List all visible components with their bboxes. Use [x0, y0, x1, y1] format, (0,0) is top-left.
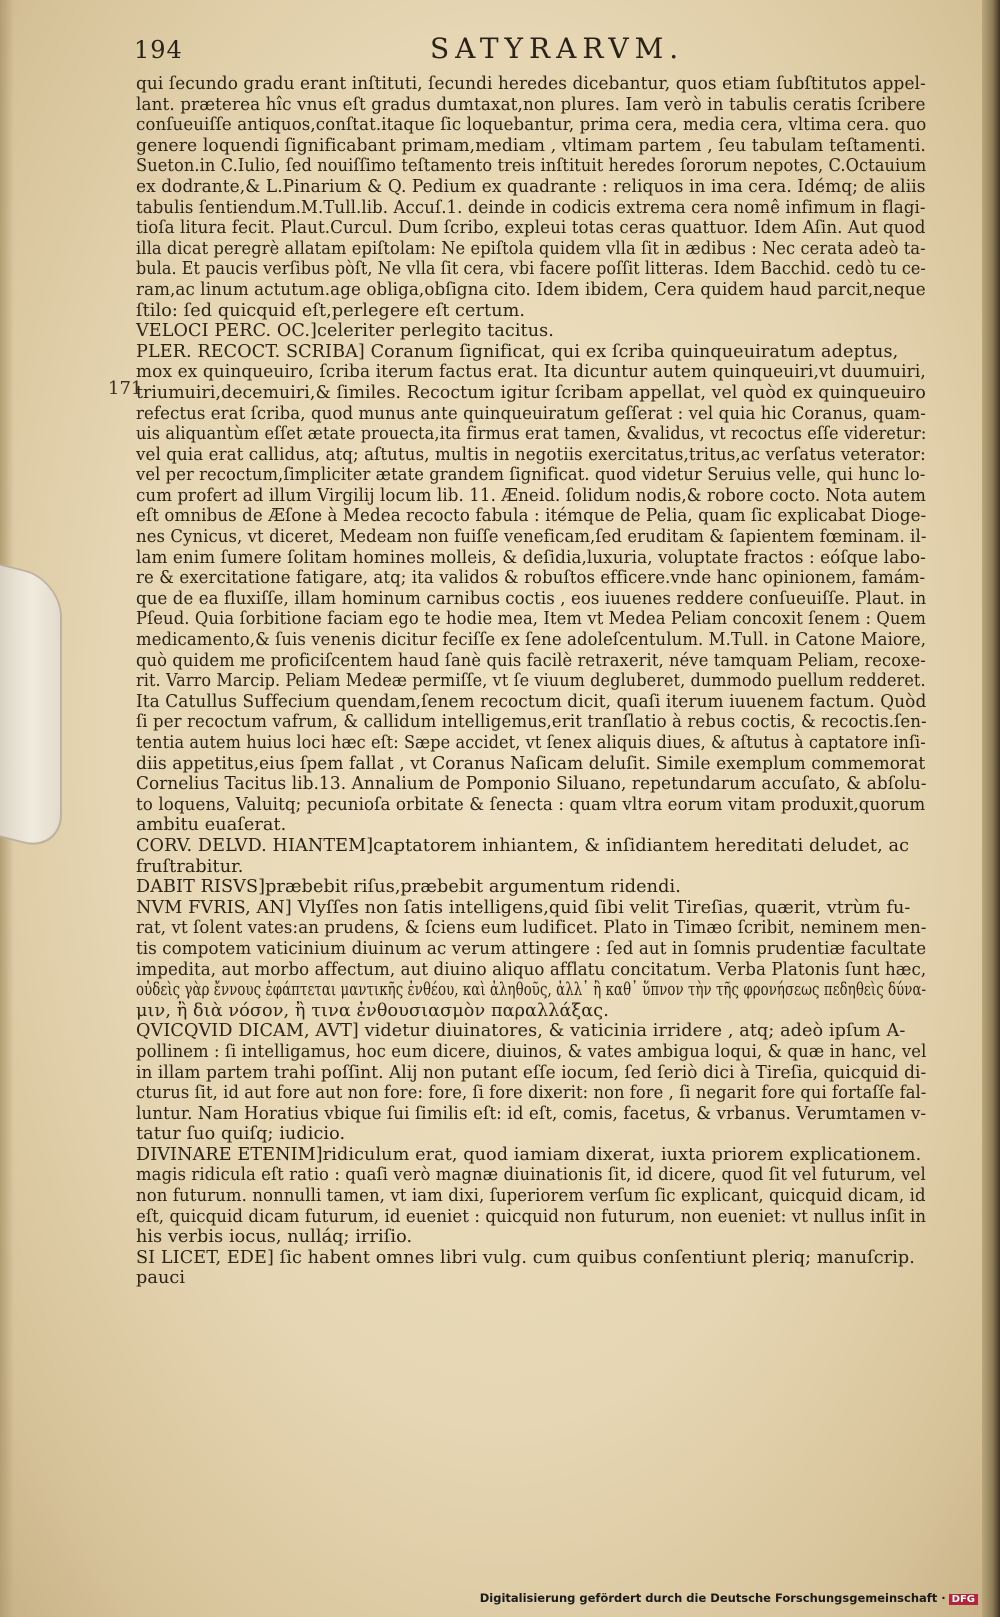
- digitization-credit: [480, 1591, 978, 1605]
- text-line: ſi per recoctum vafrum, & callidum intelligemus,erit tranſlatio à rebus coctis, & recoctis.ſen-: [136, 712, 927, 733]
- text-line: PLER. RECOCT. SCRIBA] Coranum ſignificat, qui ex ſcriba quinqueuiratum adeptus,: [136, 341, 899, 362]
- text-line: Pſeud. Quia ſorbitione faciam ego te hodie mea, Item vt Medea Peliam concoxit ſenem : Quem: [136, 609, 926, 630]
- text-line: in illam partem trahi poſſint. Alij non putant eſſe iocum, ſed ſeriò dici à Tireſia, quicquid di-: [136, 1062, 927, 1083]
- text-line: lam enim ſumere ſolitam homines molleis, & deſidia,luxuria, voluptate fractos : eóſque labo-: [136, 547, 926, 568]
- text-line: mox ex quinqueuiro, ſcriba iterum factus erat. Ita dicuntur autem quinqueuiri,vt duumuiri,: [136, 362, 926, 383]
- text-line: DIVINARE ETENIM]ridiculum erat, quod iamiam dixerat, iuxta priorem explicationem.: [136, 1144, 922, 1165]
- text-line: rat, vt ſolent vates:an prudens, & ſciens eum ludificet. Plato in Timæo ſcribit, neminem men-: [136, 918, 927, 939]
- text-line: Sueton.in C.Iulio, ſed nouiſſimo teſtamento treis inſtituit heredes ſororum nepotes, C.Octauium: [136, 156, 927, 177]
- text-line: cum profert ad illum Virgilij locum lib. 11. Æneid. ſolidum nodis,& robore cocto. Nota autem: [136, 485, 926, 506]
- text-line: impedita, aut morbo affectum, aut diuino aliquo afflatu concitatum. Verba Platonis ſunt hæc,: [136, 959, 927, 980]
- text-line: tentia autem huius loci hæc eſt: Sæpe accidet, vt ſenex aliquis diues, & aſtutus à captatore inſi-: [136, 733, 926, 753]
- text-line: tioſa litura fecit. Plaut.Curcul. Dum ſcribo, expleui totas ceras quattuor. Idem Aſin. Aut quod: [136, 218, 926, 239]
- text-line: nes Cynicus, vt diceret, Medeam non fuiſſe veneficam,ſed eruditam & ſapientem fœminam. il-: [136, 527, 927, 548]
- text-line: non futurum. nonnulli tamen, vt iam dixi, ſuperiorem verſum ſic explicant, quicquid dicam, id: [136, 1186, 926, 1207]
- dfg-logo: DFG: [949, 1594, 978, 1605]
- book-spine: [982, 0, 1000, 1617]
- text-line: eſt omnibus de Æſone à Medea recocto fabula : itémque de Pelia, quam ſic explicabat Dioge-: [136, 506, 927, 527]
- text-line: bula. Et paucis verſibus pòſt, Ne vlla ſit cera, vbi facere poſſit litteras. Idem Bacchid. cedò tu ce-: [136, 259, 926, 280]
- text-line: illa dicat peregrè allatam epiſtolam: Ne epiſtola quidem vlla ſit in ædibus : Nec cerata adeò ta-: [136, 238, 926, 259]
- running-head: SATYRARVM.: [430, 32, 685, 65]
- text-line: eſt, quicquid dicam futurum, id eueniet : quicquid non futurum, non eueniet: vt nullus inſit in: [136, 1206, 927, 1227]
- text-line: medicamento,& ſuis venenis dicitur feciſſe ex ſene adoleſcentulum. M.Tull. in Catone Maiore,: [136, 630, 927, 651]
- text-line: DABIT RISVS]præbebit riſus,præbebit argumentum ridendi.: [136, 877, 681, 898]
- text-line: vel quia erat callidus, atq; aſtutus, multis in negotiis exercitatus,tritus,ac verſatus veterator:: [136, 444, 926, 465]
- text-line: diis appetitus,eius ſpem fallat , vt Coranus Naſicam deluſit. Simile exemplum commemorat: [136, 753, 926, 774]
- text-line: rit. Varro Marcip. Peliam Medeæ permiſſe, vt ſe viuum degluberet, dummodo puellum redderet.: [136, 671, 926, 692]
- text-line: ram,ac linum actutum.age obliga,obſigna cito. Idem ibidem, Cera quidem haud parcit,neque: [136, 279, 926, 300]
- text-line: tis compotem vaticinium diuinum ac verum attingere : ſed aut in ſomnis prudentiæ facultate: [136, 938, 927, 959]
- text-line: refectus erat ſcriba, quod munus ante quinqueuiratum geſſerat : vel quia hic Coranus, quam-: [136, 403, 926, 424]
- text-line: luntur. Nam Horatius vbique ſui ſimilis eſt: id eſt, comis, facetus, & vrbanus. Verumtamen v-: [136, 1103, 927, 1124]
- page-clip-tab: [0, 561, 62, 853]
- text-body: [136, 74, 927, 1289]
- text-line: vel per recoctum,ſimpliciter ætate grandem ſignificat. quod videtur Seruius velle, qui hunc lo-: [136, 465, 926, 486]
- text-line: genere loquendi ſignificabant primam,mediam , vltimam partem , ſeu tabulam teſtamenti.: [136, 135, 926, 156]
- text-line: his verbis iocus, nulláq; irriſio.: [136, 1227, 413, 1248]
- text-line: magis ridicula eſt ratio : quaſi verò magnæ diuinationis ſit, id dicere, quod ſit vel futurum, vel: [136, 1165, 926, 1186]
- text-line: οὐδεὶς γὰρ ἔννους ἐφάπτεται μαντικῆς ἐνθέου, καὶ ἀληθοῦς, ἀλλ᾽ ἢ καθ᾽ ὕπνον τὴν τῆς φρονήσεως πεδηθεὶς δύνα-: [136, 980, 927, 1001]
- margin-note: 171: [108, 378, 143, 399]
- text-line: to loquens, Valuitq; pecunioſa orbitate & ſenecta : quam vltra eorum vitam produxit,quorum: [136, 794, 926, 815]
- text-line: ex dodrante,& L.Pinarium & Q. Pedium ex quadrante : reliquos in ima cera. Idémq; de aliis: [136, 176, 926, 197]
- text-line: tabulis ſentiendum.M.Tull.lib. Accuſ.1. deinde in codicis extrema cera nomê infimum in flagi-: [136, 197, 926, 218]
- text-line: pauci: [136, 1268, 186, 1289]
- page-number: 194: [134, 36, 183, 64]
- credit-text: Digitalisierung gefördert durch die Deutsche Forschungsgemeinschaft ·: [479, 1591, 946, 1605]
- text-line: SI LICET, EDE] ſic habent omnes libri vulg. cum quibus conſentiunt pleriq; manuſcrip.: [136, 1247, 915, 1268]
- page-header: [130, 30, 910, 72]
- text-line: quò quidem me proficiſcentem haud ſanè quis facilè retraxerit, néve tamquam Peliam, recoxe-: [136, 650, 926, 671]
- text-line: lant. præterea hîc vnus eſt gradus dumtaxat,non plures. Iam verò in tabulis ceratis ſcribere: [136, 94, 926, 115]
- text-line: tatur ſuo quiſq; iudicio.: [136, 1124, 346, 1145]
- text-line: pollinem : ſi intelligamus, hoc eum dicere, diuinos, & vates ambigua loqui, & quæ in hanc, vel: [136, 1041, 927, 1062]
- text-line: que de ea fluxiſſe, illam hominum carnibus coctis , eos iuuenes reddere conſueuiſſe. Plaut. in: [136, 588, 927, 609]
- text-line: ſtilo: ſed quicquid eſt,perlegere eſt certum.: [136, 300, 526, 321]
- text-line: re & exercitatione fatigare, atq; ita validos & robuſtos efficere.vnde hanc opinionem, famám-: [136, 568, 926, 589]
- text-line: cturus ſit, id aut fore aut non fore: fore, ſi fore dixerit: non fore , ſi negarit fore qui fortaſſe fal-: [136, 1083, 927, 1104]
- text-line: VELOCI PERC. OC.]celeriter perlegito tacitus.: [136, 321, 554, 342]
- text-line: fruſtrabitur.: [136, 856, 244, 877]
- text-line: Cornelius Tacitus lib.13. Annalium de Pomponio Siluano, repetundarum accuſato, & abſolu-: [136, 774, 927, 795]
- text-line: uis aliquantùm eſſet ætate prouecta,ita firmus erat tamen, &validus, vt recoctus eſſe videretur:: [136, 424, 927, 445]
- text-line: μιν, ἢ διὰ νόσον, ἢ τινα ἐνθουσιασμὸν παραλλάξας.: [136, 1000, 609, 1021]
- text-line: triumuiri,decemuiri,& ſimiles. Recoctum igitur ſcribam appellat, vel quòd ex quinqueuiro: [136, 382, 926, 403]
- text-line: qui ſecundo gradu erant inſtituti, ſecundi heredes dicebantur, quos etiam ſubſtitutos appel-: [136, 74, 926, 94]
- text-line: Ita Catullus Suffecium quendam,ſenem recoctum dicit, quaſi iterum iuuenem factum. Quòd: [136, 691, 927, 712]
- text-line: QVICQVID DICAM, AVT] videtur diuinatores, & vaticinia irridere , atq; adeò ipſum A-: [136, 1021, 906, 1042]
- text-line: CORV. DELVD. HIANTEM]captatorem inhiantem, & inſidiantem hereditati deludet, ac: [136, 835, 910, 856]
- text-line: conſueuiſſe antiquos,conſtat.itaque ſic loquebantur, prima cera, media cera, vltima cera. quo: [136, 115, 927, 136]
- text-line: ambitu euaſerat.: [136, 815, 287, 836]
- text-line: NVM FVRIS, AN] Vlyſſes non ſatis intelligens,quid ſibi velit Tireſias, quærit, vtrùm fu-: [136, 897, 911, 918]
